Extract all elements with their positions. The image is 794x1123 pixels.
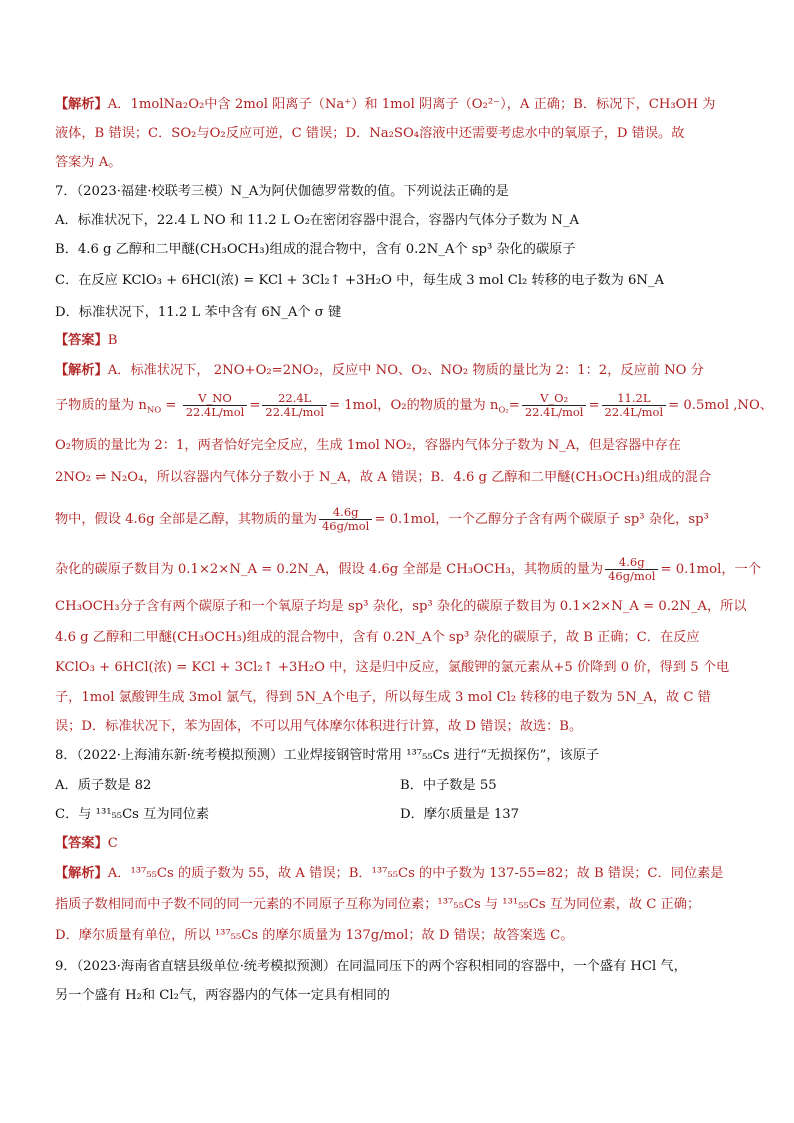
q7-analysis-line-1: 【解析】A．标准状况下， 2NO+O₂=2NO₂，反应中 NO、O₂、NO₂ 物质的量比为 2：1：2，反应前 NO 分: [55, 363, 704, 378]
q8-option-b: B．中子数是 55: [400, 778, 497, 793]
q6-analysis-line-1: 【解析】A．1molNa₂O₂中含 2mol 阳离子（Na⁺）和 1mol 阴离子（O₂²⁻），A 正确；B．标况下，CH₃OH 为: [55, 97, 716, 112]
q9-stem-line-2: 另一个盛有 H₂和 Cl₂气，两容器内的气体一定具有相同的: [55, 988, 390, 1003]
q7-analysis-line-8: 4.6 g 乙醇和二甲醚(CH₃OCH₃)组成的混合物中，含有 0.2N_A个 sp³ 杂化的碳原子，故 B 正确；C．在反应: [55, 630, 700, 645]
q7-analysis-line-6: 杂化的碳原子数目为 0.1×2×N_A = 0.2N_A，假设 4.6g 全部是 CH₃OCH₃，其物质的量为 $\frac{4.6g}{\text{46g/mol}}$ = 0.1mol，一个: [55, 555, 761, 583]
q7-analysis-line-9: KClO₃ + 6HCl(浓) = KCl + 3Cl₂↑ +3H₂O 中，这是归中反应，氯酸钾的氯元素从+5 价降到 0 价，得到 5 个电: [55, 660, 730, 675]
fraction: $\frac{22.4L}{\text{22.4L/mol}}$: [262, 392, 327, 419]
q8-option-d: D．摩尔质量是 137: [400, 807, 520, 822]
q7-option-d: D．标准状况下，11.2 L 苯中含有 6N_A个 σ 键: [55, 305, 342, 320]
q8-options-row-2: [55, 805, 520, 825]
fraction: $\frac{V\_NO}{\text{22.4L/mol}}$: [183, 392, 248, 419]
q8-analysis-line-2: 指质子数相同而中子数不同的同一元素的不同原子互称为同位素；¹³⁷₅₅Cs 与 ¹³¹₅₅Cs 互为同位素，故 C 正确；: [55, 897, 701, 912]
q7-analysis-line-4: 2NO₂ ⇌ N₂O₄，所以容器内气体分子数小于 N_A，故 A 错误；B．4.6 g 乙醇和二甲醚(CH₃OCH₃)组成的混合: [55, 470, 712, 485]
q8-option-c: C．与 ¹³¹₅₅Cs 互为同位素: [55, 807, 210, 822]
q7-answer-value: B: [107, 333, 118, 348]
q7-analysis-line-3: O₂物质的量比为 2：1，两者恰好完全反应，生成 1mol NO₂，容器内气体分子数为 N_A，但是容器中存在: [55, 438, 681, 453]
q6-analysis-line-2: 液体，B 错误；C．SO₂与O₂反应可逆，C 错误；D．Na₂SO₄溶液中还需要考虑水中的氧原子，D 错误。故: [55, 126, 685, 141]
fraction: $\frac{11.2L}{\text{22.4L/mol}}$: [602, 392, 667, 419]
q8-answer-value: C: [107, 836, 118, 851]
fraction: $\frac{\text{V\_O₂}}{\text{22.4L/mol}}$: [522, 392, 587, 419]
q9-stem-line-1: 9．（2023·海南省直辖县级单位·统考模拟预测）在同温同压下的两个容积相同的容器中，一个盛有 HCl 气，: [55, 959, 687, 974]
q8-answer: 【答案】C: [55, 836, 118, 851]
q8-option-a: A．质子数是 82: [55, 778, 152, 793]
q7-analysis-line-5: 物中，假设 4.6g 全部是乙醇，其物质的量为 $\frac{4.6g}{\text{46g/mol}}$ = 0.1mol，一个乙醇分子含有两个碳原子 sp³ 杂化，sp³: [55, 505, 709, 533]
fraction: $\frac{4.6g}{\text{46g/mol}}$: [319, 506, 372, 533]
q6-analysis-line-3: 答案为 A。: [55, 155, 122, 170]
q7-option-b: B．4.6 g 乙醇和二甲醚(CH₃OCH₃)组成的混合物中，含有 0.2N_A个 sp³ 杂化的碳原子: [55, 242, 576, 257]
q8-analysis-line-1: 【解析】A．¹³⁷₅₅Cs 的质子数为 55，故 A 错误；B．¹³⁷₅₅Cs 的中子数为 137-55=82；故 B 错误；C．同位素是: [55, 866, 724, 881]
fraction: $\frac{4.6g}{\text{46g/mol}}$: [605, 556, 658, 583]
q7-stem: 7．（2023·福建·校联考三模）N_A为阿伏伽德罗常数的值。下列说法正确的是: [55, 184, 509, 199]
q8-options-row-1: [55, 776, 497, 796]
q7-analysis-line-11: 误；D．标准状况下，苯为固体，不可以用气体摩尔体积进行计算，故 D 错误；故选：B。: [55, 719, 583, 734]
q7-analysis-line-7: CH₃OCH₃分子含有两个碳原子和一个氧原子均是 sp³ 杂化，sp³ 杂化的碳原子数目为 0.1×2×N_A = 0.2N_A，所以: [55, 599, 747, 614]
q7-option-c: C．在反应 KClO₃ + 6HCl(浓) = KCl + 3Cl₂↑ +3H₂O 中，每生成 3 mol Cl₂ 转移的电子数为 6N_A: [55, 273, 665, 288]
q8-stem: 8．（2022·上海浦东新·统考模拟预测）工业焊接钢管时常用 ¹³⁷₅₅Cs 进行“无损探伤”，该原子: [55, 748, 600, 763]
q7-answer: 【答案】B: [55, 333, 118, 348]
analysis-tag: 【解析】: [55, 97, 108, 112]
q8-analysis-line-3: D．摩尔质量有单位，所以 ¹³⁷₅₅Cs 的摩尔质量为 137g/mol；故 D 错误；故答案选 C。: [55, 928, 574, 943]
q7-option-a: A．标准状况下，22.4 L NO 和 11.2 L O₂在密闭容器中混合，容器内气体分子数为 N_A: [55, 213, 580, 228]
q7-analysis-line-2: 子物质的量为 $n_{NO}$ = $\frac{V\_NO}{\text{22.4L/mol}}$ = $\frac{22.4L}{\text{22.4L/mol}}$ = 1mol，O₂的物质的量为 $n_{O_2}=$ $\frac{\text{V\_O₂}}{\text{22.4L/mol}}$ = $\frac{11.2L}{\text{22.4L/mol}}$ = 0.5mol ,NO、: [55, 391, 773, 419]
q7-analysis-line-10: 子，1mol 氯酸钾生成 3mol 氯气，得到 5N_A个电子，所以每生成 3 mol Cl₂ 转移的电子数为 5N_A，故 C 错: [55, 690, 711, 705]
